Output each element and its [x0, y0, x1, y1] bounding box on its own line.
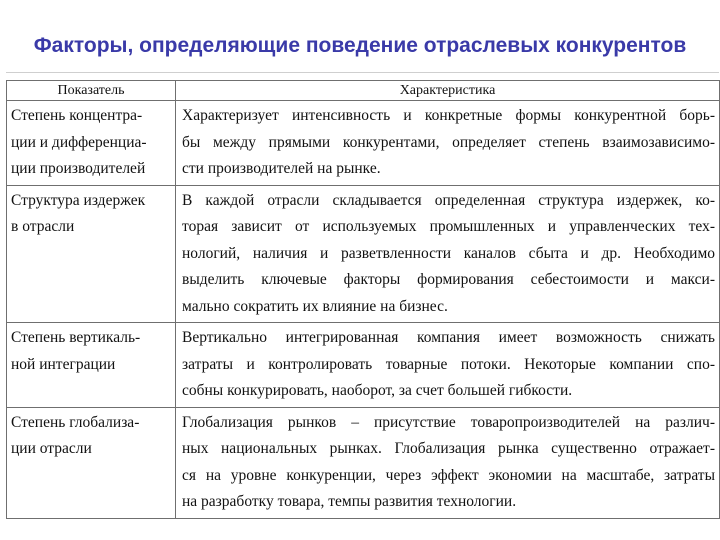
description-text-line: В каждой отрасли складывается определенная структура издержек, ко-: [182, 191, 715, 209]
description-text-line: на разработку товара, темпы развития технологии.: [182, 493, 517, 510]
table-header-row: [7, 81, 720, 101]
description-cell: [176, 323, 720, 408]
description-cell: [176, 185, 720, 323]
header-indicator: Показатель: [7, 81, 176, 101]
description-text-line: выделить ключевые факторы формирования себестоимости и макси-: [182, 271, 715, 288]
description-text-line: собны конкурировать, наоборот, за счет большей гибкости.: [182, 382, 573, 399]
table-row: [7, 101, 720, 186]
indicator-text-line: Структура издержек: [11, 191, 146, 209]
page-title: Факторы, определяющие поведение отраслевых конкурентов: [33, 34, 687, 57]
indicator-cell: [7, 101, 176, 186]
header-characteristic: Характеристика: [176, 81, 720, 101]
table-row: [7, 185, 720, 323]
indicator-text-line: ции производителей: [11, 160, 146, 177]
indicator-text-line: ции и дифференциа-: [11, 133, 147, 151]
table-row: [7, 323, 720, 408]
description-cell: [176, 407, 720, 518]
description-text-line: Характеризует интенсивность и конкретные формы конкурентной борь-: [182, 107, 715, 124]
description-cell: [176, 101, 720, 186]
description-text-line: Вертикально интегрированная компания имеет возможность снижать: [182, 329, 715, 346]
indicator-text-line: Степень вертикаль-: [11, 329, 141, 346]
table-body: [7, 101, 720, 519]
description-text-line: торая зависит от используемых промышленных и управленческих тех-: [182, 218, 715, 235]
indicator-cell: [7, 323, 176, 408]
description-text-line: бы между прямыми конкурентами, определяет степень взаимозависимо-: [182, 133, 715, 151]
description-text-line: мально сократить их влияние на бизнес.: [182, 297, 448, 315]
indicator-text-line: Степень концентра-: [11, 107, 143, 124]
indicator-text-line: ной интеграции: [11, 355, 116, 373]
description-text-line: Глобализация рынков – присутствие товаропроизводителей на различ-: [182, 413, 715, 431]
factors-table: [6, 80, 720, 519]
description-text-line: ся на уровне конкуренции, через эффект экономии на масштабе, затраты: [182, 466, 715, 484]
table-row: [7, 407, 720, 518]
indicator-text-line: ции отрасли: [11, 440, 92, 457]
indicator-cell: [7, 407, 176, 518]
description-text-line: затраты и контролировать товарные потоки. Некоторые компании спо-: [182, 355, 715, 373]
description-text-line: нологий, наличия и разветвленности каналов сбыта и др. Необходимо: [182, 244, 715, 262]
indicator-text-line: в отрасли: [11, 218, 75, 235]
indicator-text-line: Степень глобализа-: [11, 413, 140, 431]
description-text-line: ных национальных рынках. Глобализация рынка существенно отражает-: [182, 440, 715, 457]
description-text-line: сти производителей на рынке.: [182, 160, 381, 177]
indicator-cell: [7, 185, 176, 323]
